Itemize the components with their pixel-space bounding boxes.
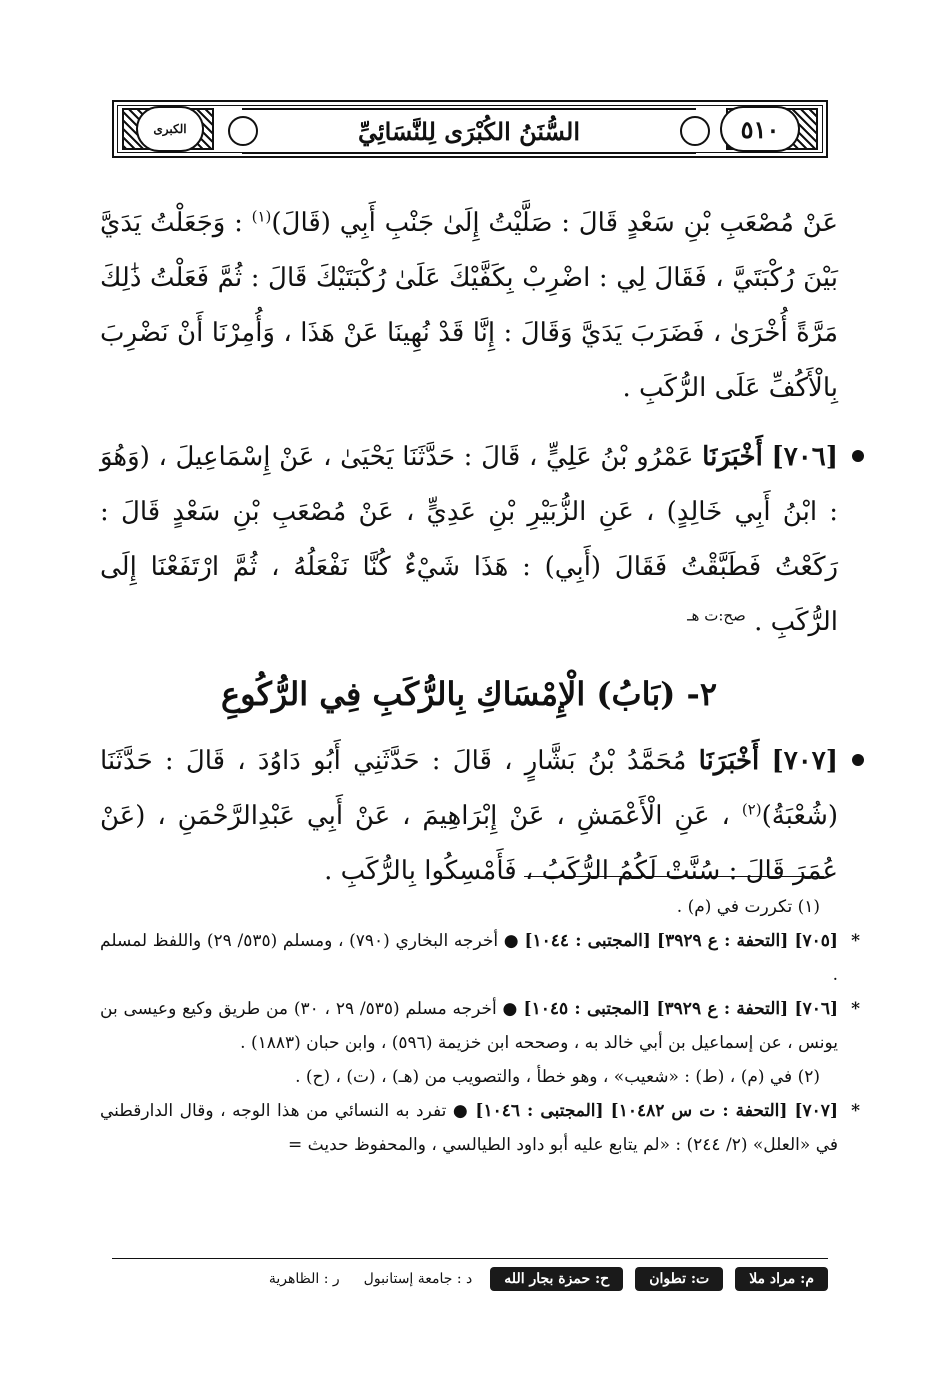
star-icon: * (851, 931, 860, 951)
manuscript-d: د : جامعة إستانبول (363, 1271, 473, 1287)
footnote-ref-2: (٢) (741, 800, 762, 819)
book-emblem (136, 106, 204, 152)
manuscript-r: ر : الظاهرية (268, 1271, 340, 1287)
bullet-icon (852, 754, 864, 766)
book-title (242, 108, 696, 154)
takhrij-head: [٧٠٥] [التحفة : ع ٣٩٢٩] [المجتبى : ١٠٤٤] (524, 931, 838, 951)
hadith-number: [٧٠٦] (771, 442, 838, 472)
book-title-text: السُّنَنُ الكُبْرَى لِلنَّسَائِيِّ (357, 116, 581, 146)
bottom-divider (112, 1258, 828, 1259)
manuscript-h: ح: حمزة بجار الله (490, 1267, 623, 1291)
hadith-707 (100, 734, 838, 899)
page-header (112, 100, 828, 158)
takhrij-707 (100, 1094, 860, 1162)
hadith-lead: أَخْبَرَنَا (698, 746, 760, 776)
footnote-2: (٢) في (م) ، (ط) : «شعيب» ، وهو خطأ ، والتصويب من (هـ) ، (ت) ، (ح) . (295, 1067, 820, 1087)
hadith-text: ، عَنِ الْأَعْمَشِ ، عَنْ إِبْرَاهِيمَ ، عَنْ أَبِي عَبْدِالرَّحْمَنِ ، (عَنْ عُمَرَ قَالَ : سُنَّتْ لَكُمُ الرُّكَبُ ، فَأَمْسِكُوا بِالرُّكَبِ . (100, 801, 838, 886)
manuscript-m: م: مراد ملا (735, 1267, 828, 1291)
star-icon: * (851, 1101, 860, 1121)
footnote-1: (١) تكررت في (م) . (676, 897, 820, 917)
hadith-number: [٧٠٧] (771, 746, 839, 776)
bullet-icon (852, 450, 864, 462)
hadith-text: مُحَمَّدُ بْنُ بَشَّارٍ ، قَالَ : حَدَّثَنِي أَبُو دَاوُدَ ، قَالَ : حَدَّثَنَا (شُعْبَةُ) (100, 746, 838, 831)
hadith-lead: أَخْبَرَنَا (702, 442, 763, 472)
footnote-divider (524, 876, 824, 877)
chapter-heading: ٢- (بَابُ) الْإِمْسَاكِ بِالرُّكَبِ فِي الرُّكُوعِ (220, 675, 718, 713)
takhrij-705 (100, 924, 860, 992)
takhrij-body: ● أخرجه البخاري (٧٩٠) ، ومسلم (٥٣٥/ ٢٩) واللفظ لمسلم . (100, 931, 838, 985)
paragraph-705-continuation (100, 196, 838, 416)
manuscript-legend (112, 1264, 828, 1294)
footnotes (100, 890, 860, 1162)
takhrij-706 (100, 992, 860, 1060)
main-text (100, 196, 838, 913)
page-number (720, 106, 800, 152)
hadith-706 (100, 430, 838, 650)
takhrij-head: [٧٠٧] [التحفة : ت س ١٠٤٨٢] [المجتبى : ١٠٤٦] (475, 1101, 838, 1121)
star-icon: * (851, 999, 860, 1019)
hadith-text: عَمْرُو بْنُ عَلِيٍّ ، قَالَ : حَدَّثَنَا يَحْيَىٰ ، عَنْ إِسْمَاعِيلَ ، (وَهُوَ : ابْنُ أَبِي خَالِدٍ) ، عَنِ الزُّبَيْرِ بْنِ عَدِيٍّ ، عَنْ مُصْعَبِ بْنِ سَعْدٍ قَالَ : رَكَعْتُ فَطَبَّقْتُ فَقَالَ (أَبِي) : هَذَا شَيْءٌ كُنَّا نَفْعَلُهُ ، ثُمَّ ارْتَفَعْنَا إِلَى الرُّكَبِ . (100, 442, 838, 637)
text-run: : وَجَعَلْتُ يَدَيَّ بَيْنَ رُكْبَتَيَّ ، فَقَالَ لِي : اضْرِبْ بِكَفَّيْكَ عَلَىٰ رُكْبَتَيْكَ قَالَ : ثُمَّ فَعَلْتُ ذَٰلِكَ مَرَّةً أُخْرَىٰ ، فَضَرَبَ يَدَيَّ وَقَالَ : إِنَّا قَدْ نُهِينَا عَنْ هَذَا ، وَأُمِرْنَا أَنْ نَضْرِبَ بِالْأَكُفِّ عَلَى الرُّكَبِ . (100, 208, 838, 403)
page-number-text: ٥١٠ (740, 114, 780, 144)
emblem-text: الكبرى (153, 122, 187, 136)
footnote-ref-1: (١) (251, 207, 272, 226)
takhrij-body: ● تفرد به النسائي من هذا الوجه ، وقال الدارقطني في «العلل» (٢/ ٢٤٤) : «لم يتابع عليه أبو داود الطيالسي ، والمحفوظ حديث = (100, 1101, 838, 1155)
manuscript-mark: صح:ت هـ (687, 606, 746, 625)
text-run: عَنْ مُصْعَبِ بْنِ سَعْدٍ قَالَ : صَلَّيْتُ إِلَىٰ جَنْبِ أَبِي (قَالَ) (271, 208, 838, 238)
takhrij-body: ● أخرجه مسلم (٥٣٥/ ٢٩ ، ٣٠) من طريق وكيع وعيسى بن يونس ، عن إسماعيل بن أبي خالد به ، وصححه ابن خزيمة (٥٩٦) ، وابن حبان (١٨٨٣) . (100, 999, 838, 1053)
manuscript-t: ت: تطوان (635, 1267, 723, 1291)
takhrij-head: [٧٠٦] [التحفة : ع ٣٩٢٩] [المجتبى : ١٠٤٥] (523, 999, 839, 1019)
